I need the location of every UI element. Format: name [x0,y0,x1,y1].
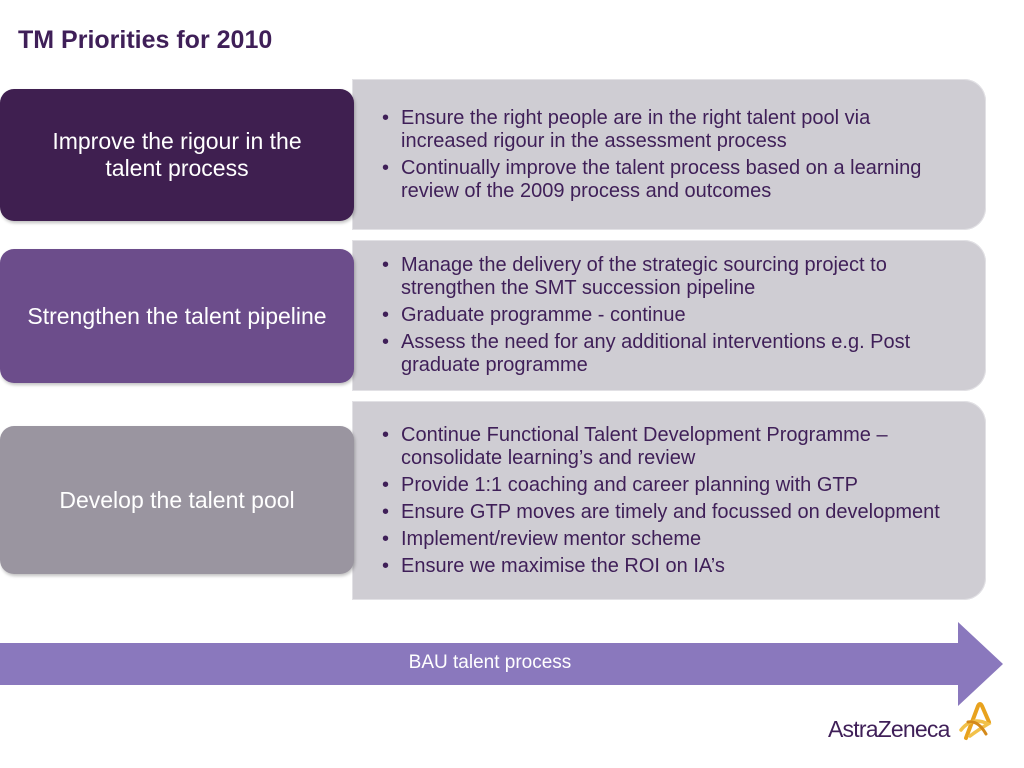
priority-label-1: Improve the rigour in the talent process [0,89,354,221]
priority-details-2 [352,240,986,391]
bullet-item: • Ensure we maximise the ROI on IA’s [380,555,946,578]
bullet-item: • Assess the need for any additional interventions e.g. Post graduate programme [380,331,946,377]
bullet-item: • Graduate programme - continue [380,304,946,327]
page-title: TM Priorities for 2010 [18,26,273,54]
bullet-item: • Continue Functional Talent Development Programme – consolidate learning’s and review [380,424,946,470]
priority-label-3: Develop the talent pool [0,426,354,574]
astrazeneca-logo-icon [958,700,992,742]
astrazeneca-logo [828,700,998,750]
bullet-item: • Provide 1:1 coaching and career planning with GTP [380,474,946,497]
bau-process-label: BAU talent process [408,652,572,673]
logo-text: AstraZeneca [828,716,950,742]
priority-details-3 [352,401,986,600]
bullet-item: • Manage the delivery of the strategic sourcing project to strengthen the SMT succession pipeline [380,254,946,300]
bullet-item: • Ensure the right people are in the right talent pool via increased rigour in the assessment process [380,107,946,153]
priority-label-2: Strengthen the talent pipeline [0,249,354,383]
bullet-item: • Ensure GTP moves are timely and focussed on development [380,501,946,524]
priority-details-1 [352,79,986,230]
bullet-item: • Implement/review mentor scheme [380,528,946,551]
bullet-item: • Continually improve the talent process based on a learning review of the 2009 process and outcomes [380,157,946,203]
